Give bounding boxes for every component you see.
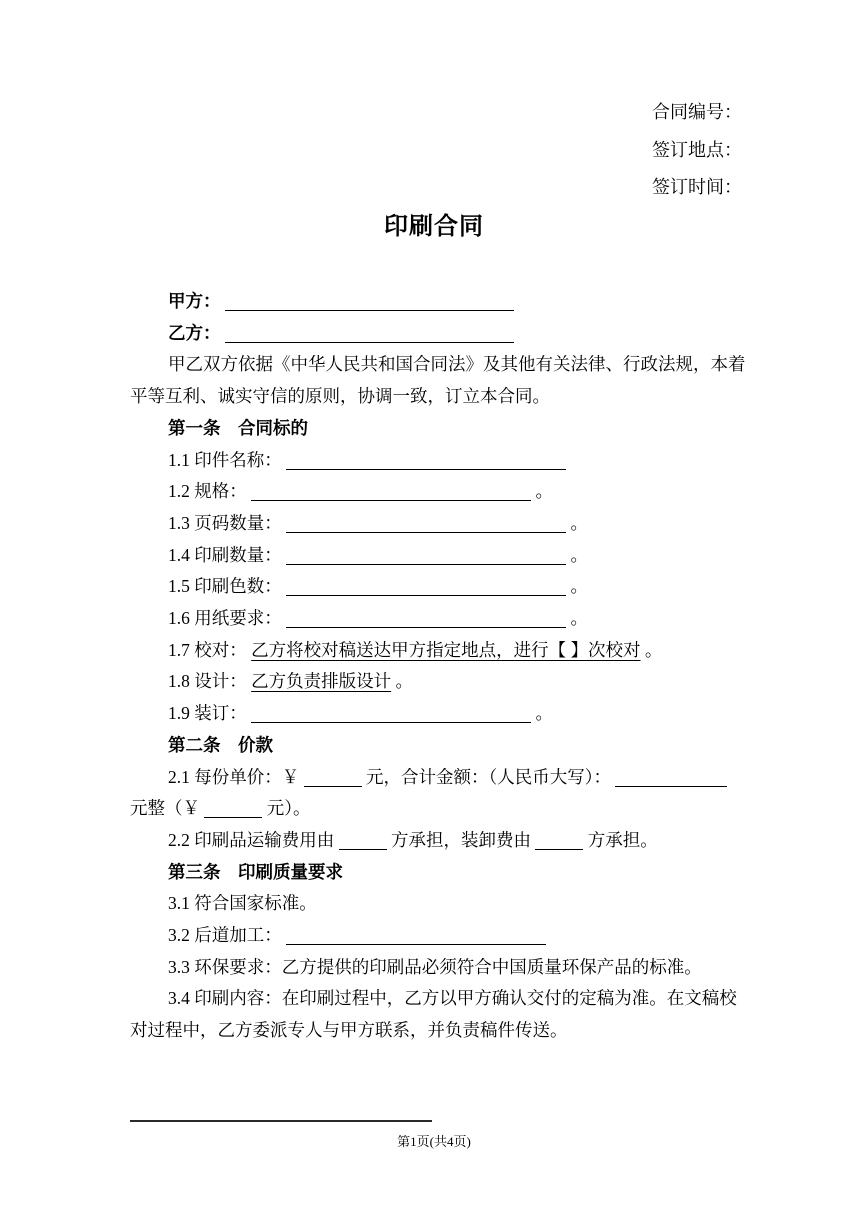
clause-1-2 [130,476,742,508]
clause-1-3-label: 1.3 页码数量： [168,512,282,533]
preamble-line-1: 甲乙双方依据《中华人民共和国合同法》及其他有关法律、行政法规，本着 [168,354,746,375]
clause-1-6 [130,603,742,635]
clause-2-2 [130,825,742,857]
clause-3-2 [130,920,742,952]
clause-2-2-part-1: 2.2 印刷品运输费用由 [168,829,335,850]
loading-party-blank[interactable] [535,831,583,850]
document-title: 印刷合同 [384,214,484,240]
amount-numeric-blank[interactable] [204,800,262,819]
clause-1-9 [130,698,742,730]
header-meta-block [652,94,742,207]
party-b-label: 乙方： [168,322,221,343]
clause-1-1-blank[interactable] [286,451,566,470]
clause-2-1-line-1 [130,762,742,794]
clause-2-1-part-2: 元，合计金额：（人民币大写）： [366,766,611,787]
contract-no-label: 合同编号： [652,102,742,122]
page-number: 第1页(共4页) [397,1134,471,1149]
clause-1-1 [130,445,742,477]
clause-1-4 [130,540,742,572]
party-a-blank[interactable] [225,293,514,312]
clause-1-2-period: 。 [535,481,553,502]
clause-1-1-label: 1.1 印件名称： [168,449,282,470]
clause-3-4-line-2: 对过程中，乙方委派专人与甲方联系，并负责稿件传送。 [130,1020,568,1041]
preamble-line-2: 平等互利、诚实守信的原则，协调一致，订立本合同。 [130,386,550,407]
clause-2-1-part-3: 元整（￥ [130,798,200,819]
party-a-row [130,286,742,318]
sign-time-label: 签订时间： [652,177,742,197]
clause-1-4-period: 。 [570,544,588,565]
footer-separator-line [130,1120,432,1122]
unit-price-blank[interactable] [304,768,362,787]
clause-1-7-period: 。 [644,639,663,660]
clause-1-2-label: 1.2 规格： [168,481,247,502]
clause-1-8-period: 。 [395,671,413,692]
clause-1-6-period: 。 [570,608,588,629]
clause-3-2-blank[interactable] [286,927,546,946]
clause-1-8-text: 乙方负责排版设计 [251,671,392,692]
clause-3-1: 3.1 符合国家标准。 [168,893,317,914]
clause-2-2-part-2: 方承担，装卸费由 [391,829,531,850]
clause-1-4-blank[interactable] [286,546,566,565]
document-body [130,286,746,1047]
party-b-blank[interactable] [225,324,514,343]
clause-1-7-text: 乙方将校对稿送达甲方指定地点，进行【 】次校对 [251,639,641,660]
clause-1-6-label: 1.6 用纸要求： [168,608,282,629]
clause-1-5-period: 。 [570,576,588,597]
section-1-heading: 第一条 合同标的 [168,417,308,438]
clause-1-7 [130,635,742,667]
party-a-label: 甲方： [168,291,221,311]
party-b-row [130,318,742,350]
sign-place-label: 签订地点： [652,139,742,160]
clause-1-5 [130,571,742,603]
clause-1-8 [130,666,742,698]
section-3-heading: 第三条 印刷质量要求 [168,861,343,882]
clause-3-2-label: 3.2 后道加工： [168,925,282,946]
clause-2-1-line-2 [130,793,742,825]
section-2-heading: 第二条 价款 [168,734,273,755]
clause-3-3: 3.3 环保要求：乙方提供的印刷品必须符合中国质量环保产品的标准。 [168,956,702,977]
clause-1-5-label: 1.5 印刷色数： [168,576,282,597]
clause-3-4-line-1: 3.4 印刷内容：在印刷过程中，乙方以甲方确认交付的定稿为准。在文稿校 [168,988,737,1009]
clause-1-9-blank[interactable] [251,705,531,724]
clause-1-3-period: 。 [570,512,588,533]
clause-1-7-label: 1.7 校对： [168,639,247,660]
clause-2-2-part-3: 方承担。 [587,829,658,850]
clause-1-5-blank[interactable] [286,578,566,597]
clause-1-3-blank[interactable] [286,514,566,533]
clause-2-1-part-1: 2.1 每份单价：￥ [168,766,300,787]
clause-1-6-blank[interactable] [286,610,566,629]
clause-1-9-label: 1.9 装订： [168,703,247,724]
clause-1-9-period: 。 [535,703,553,724]
clause-1-3 [130,508,742,540]
transport-party-blank[interactable] [339,831,387,850]
amount-in-words-blank[interactable] [615,768,727,787]
clause-1-4-label: 1.4 印刷数量： [168,544,282,565]
clause-2-1-part-4: 元）。 [266,798,311,819]
clause-1-2-blank[interactable] [251,483,531,502]
clause-1-8-label: 1.8 设计： [168,671,247,692]
